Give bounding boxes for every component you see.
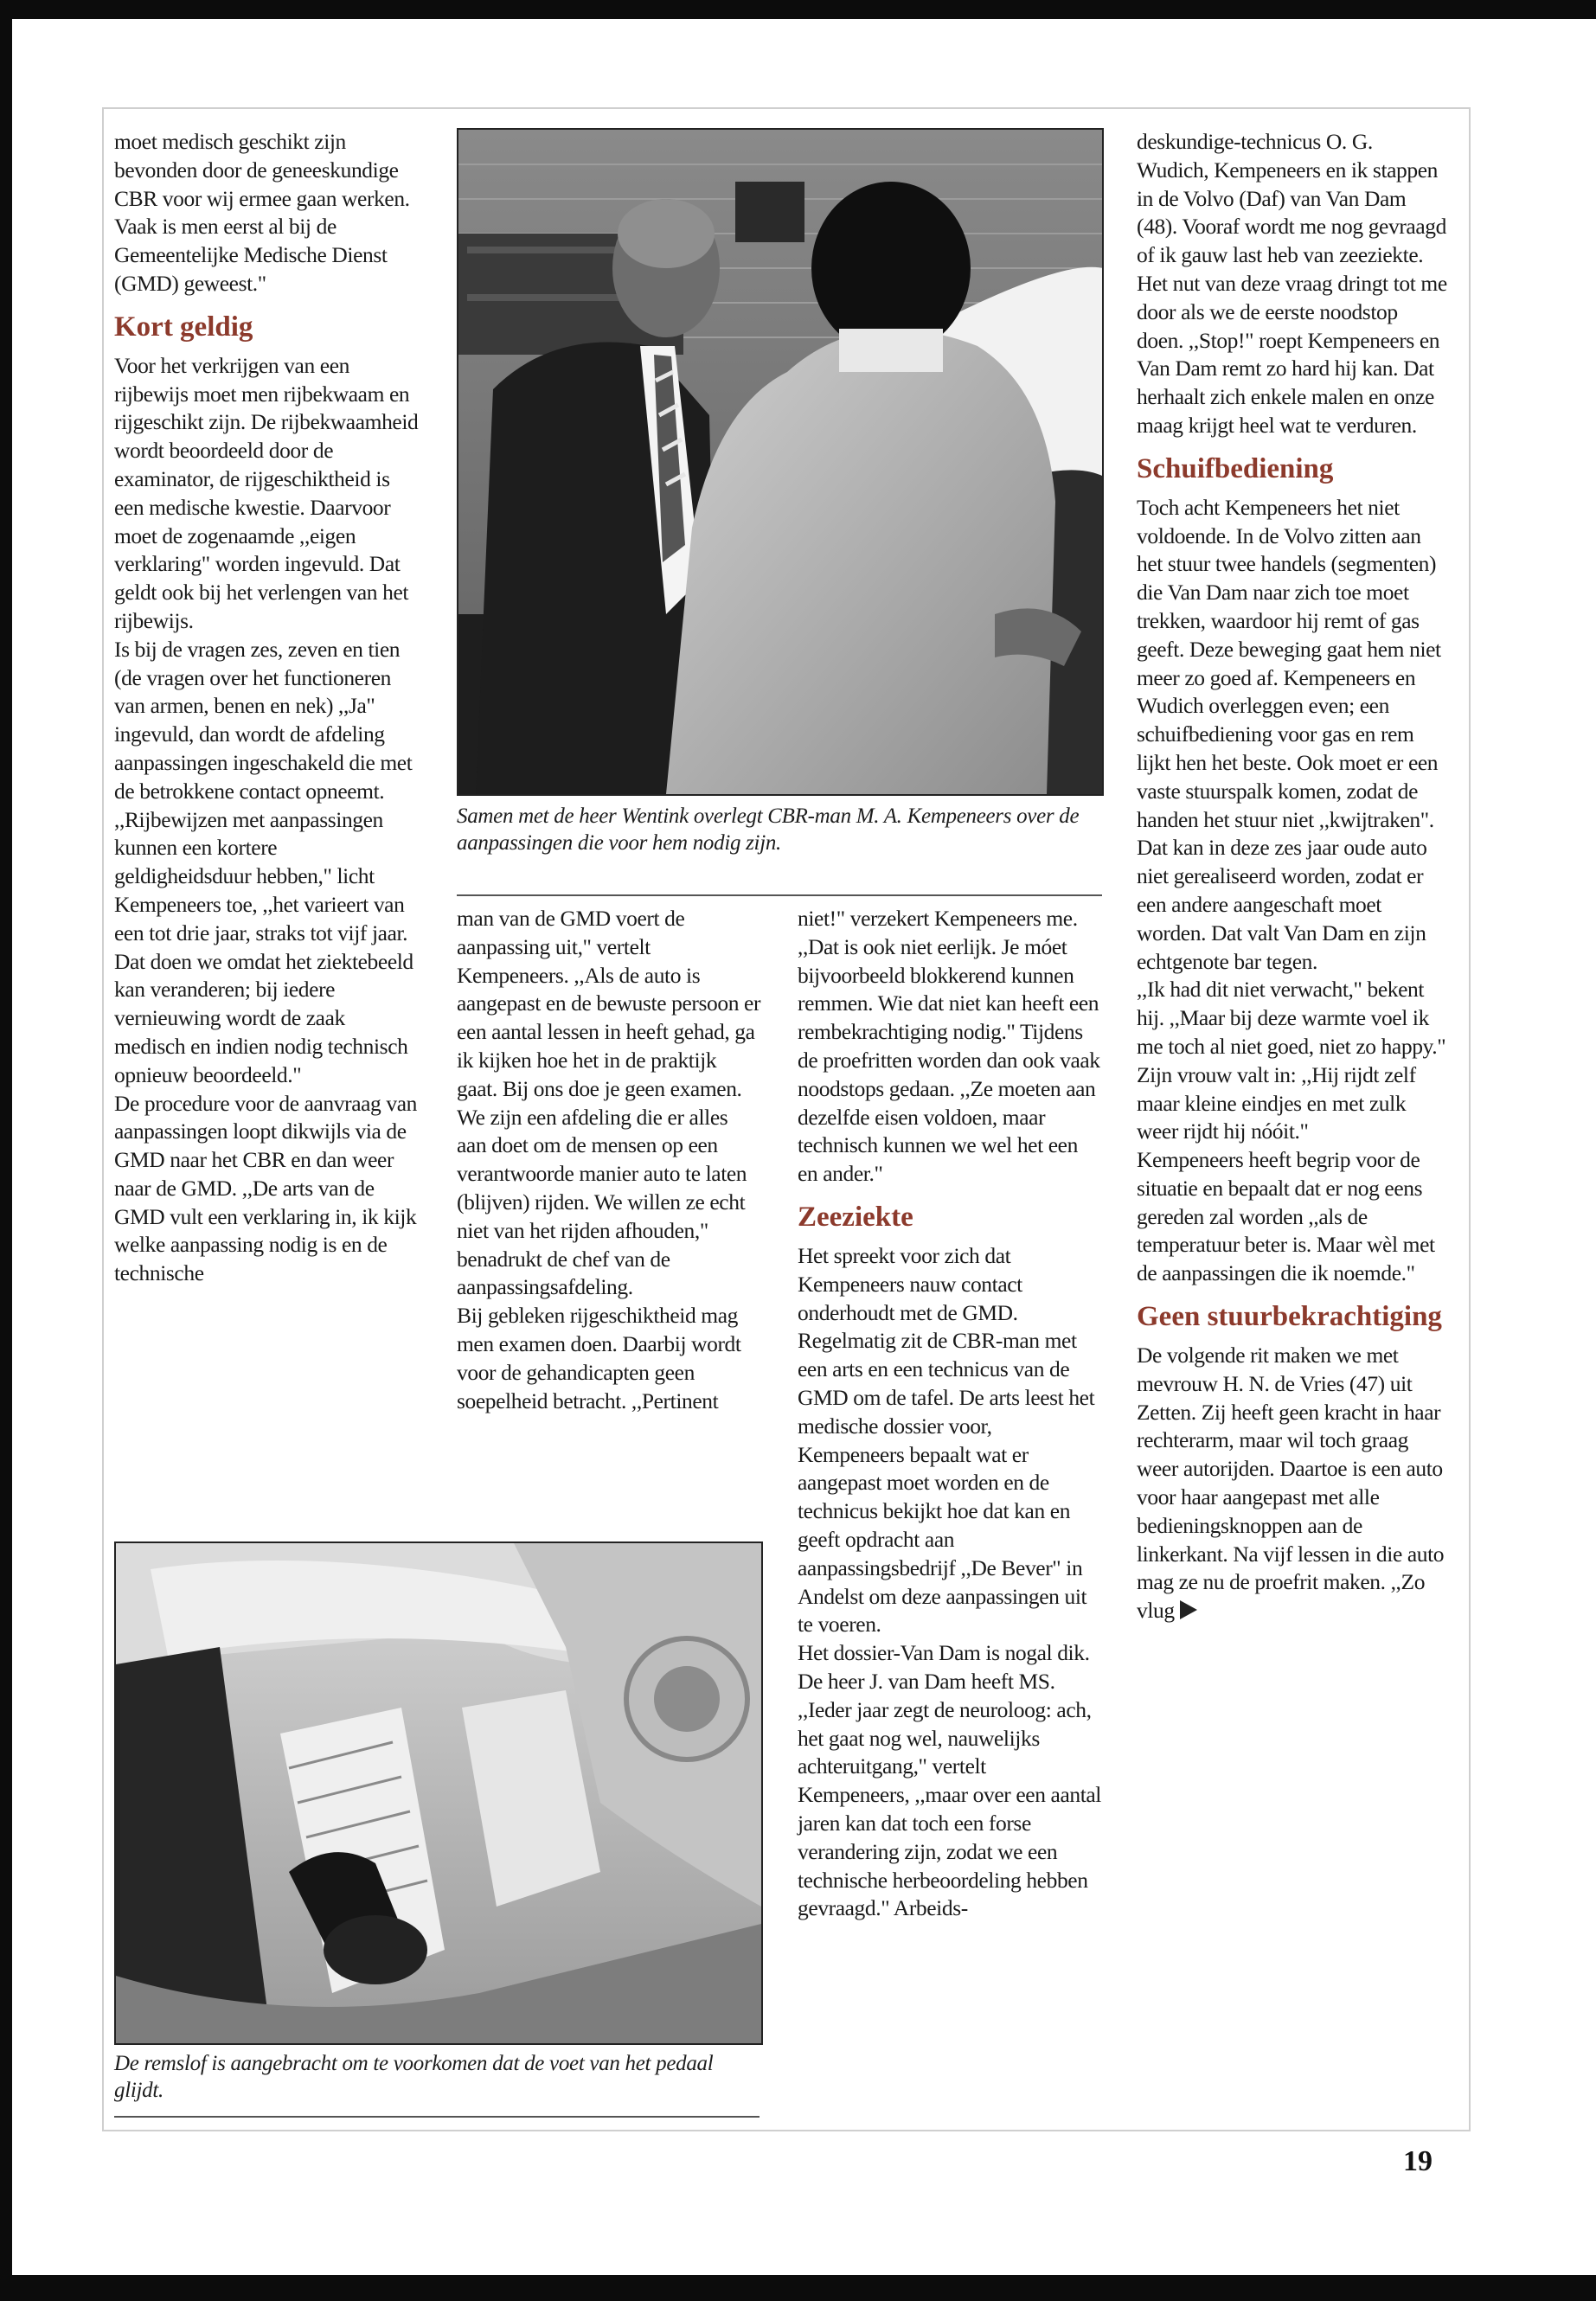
column-2 [457,905,761,1415]
col4-paragraph-2: Toch acht Kempeneers het niet voldoende. In de Volvo zitten aan het stuur twee handels (segmenten) die Van Dam naar zich toe moet trekken, waardoor hij remt of gas geeft. Deze beweging gaat hem niet meer zo goed af. Kempeneers en Wudich overleggen even; een schuifbediening voor gas en rem lijkt hen het beste. Ook moet er een vaste stuurspalk komen, zodat de handen het stuur niet ,,kwijtraken". Dat kan in deze zes jaar oude auto niet gerealiseerd worden, zodat er een andere aangeschaft moet worden. Dat valt Van Dam en zijn echtgenote bar tegen. [1137,494,1441,974]
col2-paragraph-1: man van de GMD voert de aanpassing uit," vertelt Kempeneers. ,,Als de auto is aangepast en de bewuste persoon er een aantal lessen in heeft gehad, ga ik kijken hoe het in de praktijk gaat. Bij ons doe je geen examen. We zijn een afdeling die er alles aan doet om de mensen op een verantwoorde manier auto te laten (blijven) rijden. We willen ze echt niet van het rijden afhouden," benadrukt de chef van de aanpassingsafdeling. [457,906,761,1300]
page-number: 19 [1403,2145,1433,2177]
col1-paragraph-1: moet medisch geschikt zijn bevonden door de geneeskundige CBR voor wij ermee gaan werken. Vaak is men eerst al bij de Gemeentelijke Medische Dienst (GMD) geweest." [114,129,410,296]
column-3 [798,905,1102,1923]
col1-paragraph-4: De procedure voor de aanvraag van aanpassingen loopt dikwijls via de GMD naar het CBR en dan weer naar de GMD. ,,De arts van de GMD vult een verklaring in, ik kijk welke aanpassing nodig is en de technische [114,1090,417,1286]
scan-border-top [0,0,1596,19]
col3-paragraph-2: Het spreekt voor zich dat Kempeneers nauw contact onderhoudt met de GMD. Regelmatig zit de CBR-man met een arts en een technicus van de GMD om de tafel. De arts leest het medische dossier voor, Kempeneers bepaalt wat er aangepast moet worden en de technicus bekijkt hoe dat kan en geeft opdracht aan aanpassingsbedrijf ,,De Bever" in Andelst om deze aanpassingen uit te voeren. [798,1242,1095,1638]
heading-zeeziekte: Zeeziekte [798,1201,913,1233]
col2-paragraph-2: Bij gebleken rijgeschiktheid mag men examen doen. Daarbij wordt voor de gehandicapten geen soepelheid betracht. ,,Pertinent [457,1303,741,1413]
col4-paragraph-5-text: De volgende rit maken we met mevrouw H. N. de Vries (47) uit Zetten. Zij heeft geen kracht in haar rechterarm, maar wil toch graag weer autorijden. Daartoe is een auto voor haar aangepast met alle bedieningsknoppen aan de linkerkant. Na vijf lessen in die auto mag ze nu de proefrit maken. ,,Zo vlug [1137,1343,1445,1624]
col4-paragraph-4: Kempeneers heeft begrip voor de situatie en bepaalt dat er nog eens gereden zal worden ,,als de temperatuur beter is. Maar wèl met de aanpassingen die ik noemde." [1137,1147,1435,1286]
col1-paragraph-2: Voor het verkrijgen van een rijbewijs moet men rijbekwaam en rijgeschikt zijn. De rijbekwaamheid wordt beoordeeld door de examinator, de rijgeschiktheid is een medische kwestie. Daarvoor moet de zogenaamde ,,eigen verklaring" worden ingevuld. Dat geldt ook bij het verlengen van het rijbewijs. [114,352,419,633]
column-4 [1137,128,1448,1625]
caption-rule-top [457,894,1102,896]
caption-bottom-photo: De remslof is aangebracht om te voorkomen dat de voet van het pedaal glijdt. [114,2052,714,2102]
photo-kempeneers-wentink [457,128,1104,796]
col1-paragraph-3: Is bij de vragen zes, zeven en tien (de vragen over het functioneren van armen, benen en nek) ,,Ja" ingevuld, dan wordt de afdeling aanpassingen ingeschakeld die met de betrokkene contact opneemt. ,,Rijbewijzen met aanpassingen kunnen een kortere geldigheidsduur hebben," licht Kempeneers toe, ,,het varieert van een tot drie jaar, straks tot vijf jaar. Dat doen we omdat het ziektebeeld kan veranderen; bij iedere vernieuwing wordt de zaak medisch en indien nodig technisch opnieuw beoordeeld." [114,636,413,1087]
heading-geen-stuurbekrachtiging: Geen stuurbekrachtiging [1137,1301,1442,1333]
continue-arrow-icon [1180,1600,1197,1619]
col3-paragraph-1: niet!" verzekert Kempeneers me. ,,Dat is ook niet eerlijk. Je móet bijvoorbeeld blokkerend kunnen remmen. Wie dat niet kan heeft een rembekrachtiging nodig." Tijdens de proefritten worden dan ook vaak noodstops gedaan. ,,Ze moeten aan dezelfde eisen voldoen, maar technisch kunnen we wel het een en ander." [798,906,1100,1187]
scan-border-bottom [0,2275,1596,2301]
scan-border-left [0,0,12,2301]
column-1 [114,128,419,1288]
col4-paragraph-5 [1137,1342,1448,1625]
heading-kort-geldig: Kort geldig [114,311,253,343]
photo-brake-pedal [114,1541,763,2045]
heading-schuifbediening: Schuifbediening [1137,452,1334,484]
col3-paragraph-3: Het dossier-Van Dam is nogal dik. De heer J. van Dam heeft MS. ,,Ieder jaar zegt de neuroloog: ach, het gaat nog wel, nauwelijks achteruitgang," vertelt Kempeneers, ,,maar over een aantal jaren kan dat toch een forse verandering zijn, zodat we een technische herbeoordeling hebben gevraagd." Arbeids- [798,1640,1101,1921]
caption-top-photo: Samen met de heer Wentink overlegt CBR-man M. A. Kempeneers over de aanpassingen die voor hem nodig zijn. [457,804,1080,855]
col4-paragraph-1: deskundige-technicus O. G. Wudich, Kempeneers en ik stappen in de Volvo (Daf) van Van Dam (48). Vooraf wordt me nog gevraagd of ik gauw last heb van zeeziekte. Het nut van deze vraag dringt tot me door als we de eerste noodstop doen. ,,Stop!" roept Kempeneers en Van Dam remt zo hard hij kan. Dat herhaalt zich enkele malen en onze maag krijgt heel wat te verduren. [1137,129,1447,438]
caption-rule-bottom [114,2116,760,2118]
col4-paragraph-3: ,,Ik had dit niet verwacht," bekent hij. ,,Maar bij deze warmte voel ik me toch al niet goed, niet zo happy." Zijn vrouw valt in: ,,Hij rijdt zelf maar kleine eindjes en met zulk weer rijdt hij nóóit." [1137,977,1446,1144]
